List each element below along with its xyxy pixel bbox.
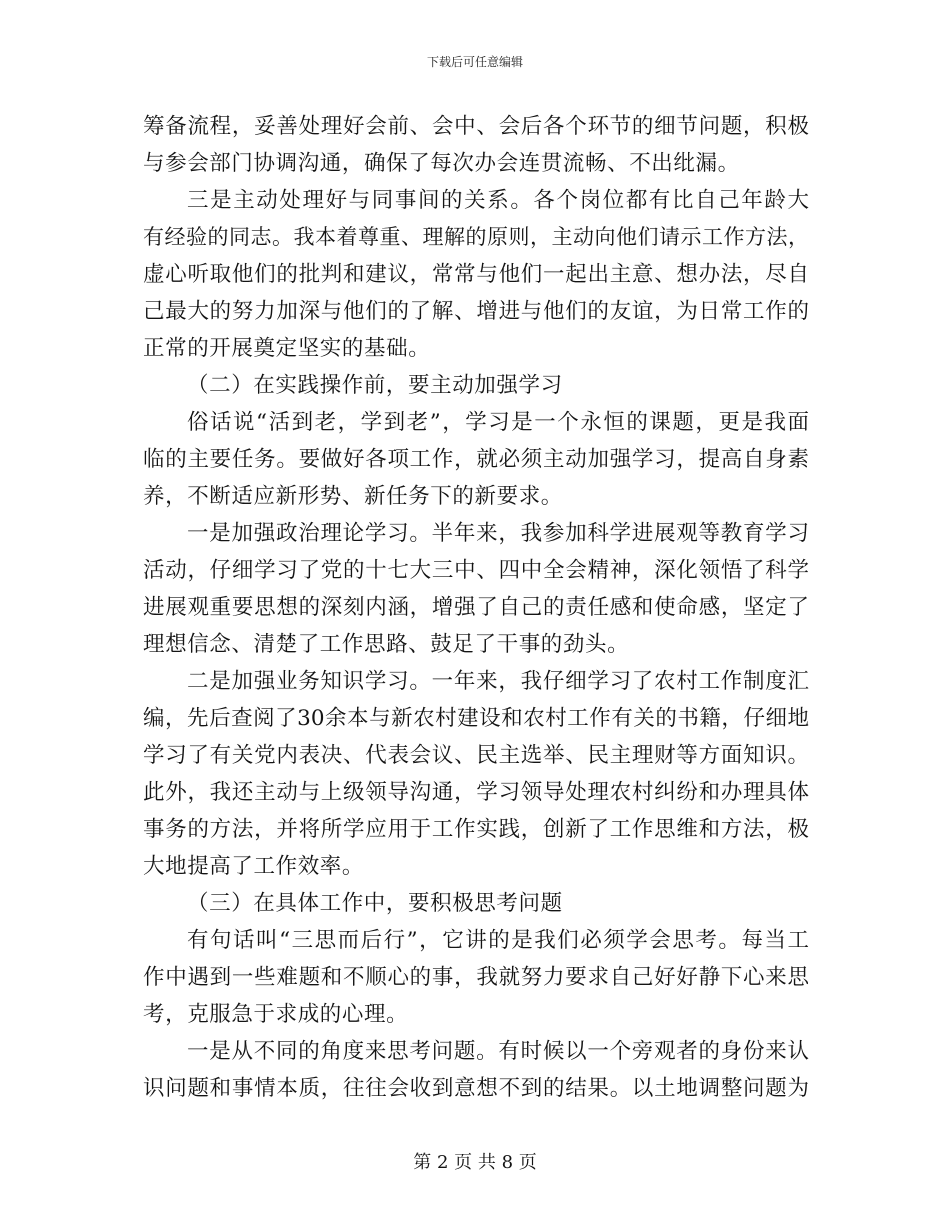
text-line: 一是从不同的角度来思考问题。有时候以一个旁观者的身份来认 [187, 1039, 809, 1064]
text-line: 编，先后查阅了30余本与新农村建设和农村工作有关的书籍，仔细地 [143, 706, 809, 731]
paragraph [143, 1033, 809, 1107]
text-line: 虚心听取他们的批判和建议，常常与他们一起出主意、想办法，尽自 [143, 262, 809, 287]
paragraph [143, 922, 809, 1033]
text-line: 俗话说“活到老，学到老”，学习是一个永恒的课题，更是我面 [187, 410, 809, 435]
paragraph [143, 663, 809, 885]
paragraph [143, 108, 809, 182]
text-line: 有句话叫“三思而后行”，它讲的是我们必须学会思考。每当工 [187, 928, 809, 953]
text-line: 一是加强政治理论学习。半年来，我参加科学进展观等教育学习 [187, 521, 809, 546]
text-line: 二是加强业务知识学习。一年来，我仔细学习了农村工作制度汇 [187, 669, 809, 694]
text-line: 养，不断适应新形势、新任务下的新要求。 [143, 484, 563, 509]
text-line: 正常的开展奠定坚实的基础。 [143, 336, 431, 361]
text-line: 活动，仔细学习了党的十七大三中、四中全会精神，深化领悟了科学 [143, 558, 809, 583]
text-line: 进展观重要思想的深刻内涵，增强了自己的责任感和使命感，坚定了 [143, 595, 809, 620]
text-line: 学习了有关党内表决、代表会议、民主选举、民主理财等方面知识。 [143, 743, 809, 768]
text-line: 识问题和事情本质，往往会收到意想不到的结果。以土地调整问题为 [143, 1076, 809, 1101]
paragraph [143, 515, 809, 663]
text-line: 与参会部门协调沟通，确保了每次办会连贯流畅、不出纰漏。 [143, 151, 740, 176]
text-line: 临的主要任务。要做好各项工作，就必须主动加强学习，提高自身素 [143, 447, 809, 472]
section-heading-text: （二）在实践操作前，要主动加强学习 [187, 373, 563, 398]
text-line: 三是主动处理好与同事间的关系。各个岗位都有比自己年龄大 [187, 188, 809, 213]
text-line: 理想信念、清楚了工作思路、鼓足了干事的劲头。 [143, 632, 630, 657]
text-line: 此外，我还主动与上级领导沟通，学习领导处理农村纠纷和办理具体 [143, 780, 809, 805]
document-body [143, 108, 809, 1107]
text-line: 大地提高了工作效率。 [143, 854, 365, 879]
section-heading-text: （三）在具体工作中，要积极思考问题 [187, 891, 563, 916]
text-line: 有经验的同志。我本着尊重、理解的原则，主动向他们请示工作方法， [143, 225, 809, 249]
section-heading [143, 885, 809, 922]
text-line: 考，克服急于求成的心理。 [143, 1002, 409, 1027]
paragraph [143, 404, 809, 515]
text-line: 己最大的努力加深与他们的了解、增进与他们的友谊，为日常工作的 [143, 299, 809, 324]
page-number-footer: 第 2 页 共 8 页 [413, 1152, 537, 1173]
page-header-note: 下载后可任意编辑 [426, 55, 523, 69]
text-line: 事务的方法，并将所学应用于工作实践，创新了工作思维和方法，极 [143, 817, 809, 842]
section-heading [143, 367, 809, 404]
paragraph [143, 182, 809, 367]
text-line: 作中遇到一些难题和不顺心的事，我就努力要求自己好好静下心来思 [143, 965, 809, 990]
text-line: 筹备流程，妥善处理好会前、会中、会后各个环节的细节问题，积极 [143, 114, 809, 139]
